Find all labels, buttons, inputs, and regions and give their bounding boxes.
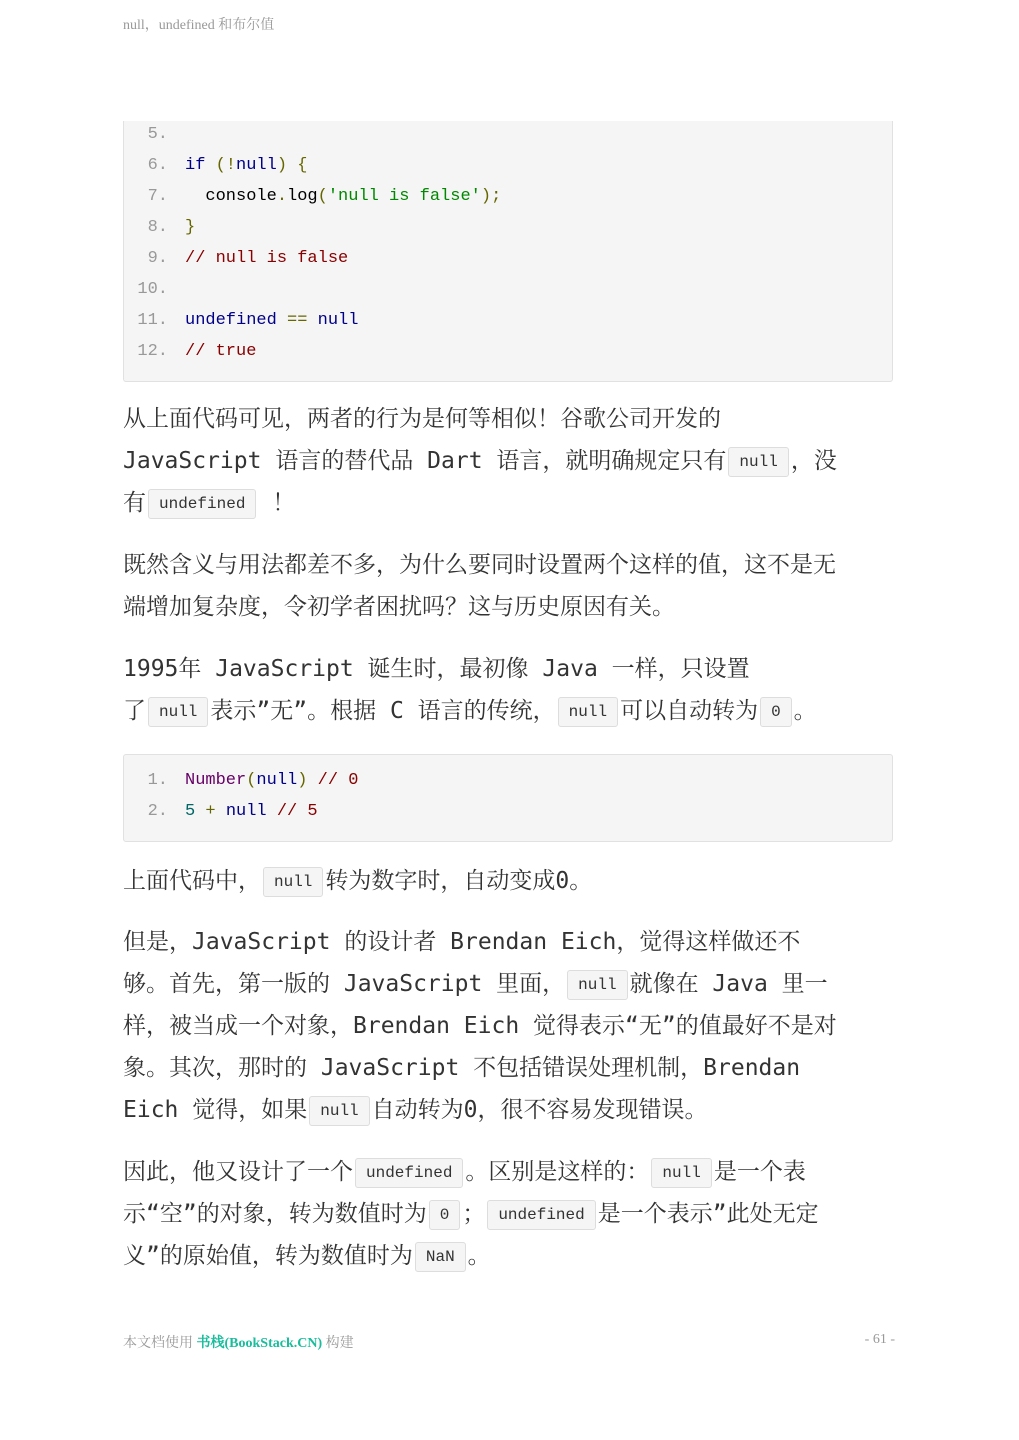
text-span: 转为数字时，自动变成0。 — [325, 868, 593, 894]
paragraph-history-question — [123, 544, 898, 628]
text-span: ； — [462, 1201, 486, 1227]
line-number: 12. — [137, 342, 168, 361]
inline-code: undefined — [487, 1200, 595, 1230]
code-token: // 0 — [317, 771, 359, 790]
code-line — [124, 340, 256, 364]
code-token: // null is false — [185, 249, 349, 268]
code-token: 'null is false' — [327, 187, 481, 206]
text-span: 上面代码中， — [123, 868, 261, 894]
page-footer — [123, 1332, 895, 1352]
line-number: 7. — [147, 187, 168, 206]
inline-code: NaN — [415, 1242, 466, 1272]
code-token: } — [185, 218, 196, 237]
code-line — [124, 247, 348, 271]
code-token — [287, 156, 297, 175]
paragraph-1995-origin — [123, 648, 898, 732]
code-token: Number — [185, 771, 247, 790]
line-number: 1. — [147, 771, 168, 790]
text-line — [123, 860, 898, 902]
code-token: null — [236, 156, 277, 175]
text-line — [123, 1193, 898, 1235]
line-number: 6. — [147, 156, 168, 175]
inline-code: null — [651, 1158, 711, 1188]
text-line: 样，被当成一个对象，Brendan Eich 觉得表示“无”的值最好不是对 — [123, 1013, 837, 1039]
code-token: 5 — [185, 802, 196, 821]
line-number: 9. — [147, 249, 168, 268]
code-line — [124, 154, 307, 178]
text-span: 够。首先，第一版的 JavaScript 里面， — [123, 971, 566, 997]
code-token: undefined — [185, 311, 277, 330]
code-token: if — [185, 156, 206, 175]
paragraph-brendan-eich — [123, 921, 898, 1131]
footer-suffix: 构建 — [322, 1336, 354, 1351]
code-line — [124, 278, 185, 302]
inline-code: null — [309, 1096, 369, 1126]
text-line: 1995年 JavaScript 诞生时，最初像 Java 一样，只设置 — [123, 656, 750, 682]
paragraph-null-to-number — [123, 860, 898, 902]
code-token — [307, 311, 317, 330]
code-token: + — [205, 802, 216, 821]
code-block-null-boolean — [123, 121, 893, 382]
inline-code: null — [148, 697, 208, 727]
text-span: 是一个表 — [713, 1159, 806, 1185]
inline-code: undefined — [148, 489, 256, 519]
code-token — [267, 802, 277, 821]
text-span: ！ — [258, 490, 296, 516]
code-token: ) — [276, 156, 288, 175]
code-token: (! — [215, 156, 237, 175]
code-token: ); — [480, 187, 502, 206]
text-line — [123, 1235, 898, 1277]
text-line: 既然含义与用法都差不多，为什么要同时设置两个这样的值，这不是无 — [123, 552, 836, 578]
code-line — [124, 185, 501, 209]
code-token — [195, 802, 205, 821]
text-span: 有 — [123, 490, 146, 516]
code-token: // 5 — [276, 802, 318, 821]
inline-code: null — [263, 867, 323, 897]
code-token — [216, 802, 226, 821]
code-token — [277, 311, 287, 330]
text-line: 象。其次，那时的 JavaScript 不包括错误处理机制，Brendan — [123, 1055, 801, 1081]
code-line — [124, 769, 358, 793]
text-span: 表示”无”。根据 C 语言的传统， — [210, 698, 556, 724]
text-span: Eich 觉得，如果 — [123, 1097, 308, 1123]
text-line: 从上面代码可见，两者的行为是何等相似！谷歌公司开发的 — [123, 406, 721, 432]
page-number: - 61 - — [864, 1332, 895, 1347]
bookstack-link[interactable]: 书栈(BookStack.CN) — [196, 1336, 323, 1351]
inline-code: 0 — [429, 1200, 461, 1230]
line-number: 8. — [147, 218, 168, 237]
text-span: 义”的原始值，转为数值时为 — [123, 1243, 413, 1269]
text-line — [123, 963, 898, 1005]
code-token: { — [297, 156, 308, 175]
text-span: 就像在 Java 里一 — [629, 971, 828, 997]
text-span: 可以自动转为 — [620, 698, 759, 724]
code-line — [124, 309, 358, 333]
inline-code: null — [728, 447, 788, 477]
code-token: // true — [185, 342, 257, 361]
inline-code: null — [558, 697, 618, 727]
text-line — [123, 482, 898, 524]
text-line: 端增加复杂度，令初学者困扰吗？这与历史原因有关。 — [123, 594, 675, 620]
code-token — [307, 771, 317, 790]
inline-code: null — [567, 970, 627, 1000]
page-header-title: null，undefined 和布尔值 — [123, 18, 275, 33]
text-line — [123, 1089, 898, 1131]
text-line — [123, 1151, 898, 1193]
code-block-number-null — [123, 754, 893, 842]
code-token: ( — [317, 187, 328, 206]
code-token: null — [317, 311, 359, 330]
paragraph-undefined-difference — [123, 1151, 898, 1277]
code-line — [124, 123, 185, 147]
code-token — [205, 156, 215, 175]
code-token: ) — [297, 771, 308, 790]
text-span: 示“空”的对象，转为数值时为 — [123, 1201, 427, 1227]
text-line — [123, 440, 898, 482]
code-line — [124, 800, 318, 824]
text-span: ，没 — [790, 448, 837, 474]
inline-code: 0 — [760, 697, 792, 727]
code-token: null — [256, 771, 298, 790]
text-line — [123, 690, 898, 732]
code-token: log — [287, 187, 318, 206]
text-span: 。 — [467, 1243, 491, 1269]
code-line — [124, 216, 195, 240]
line-number: 2. — [147, 802, 168, 821]
text-span: 因此，他又设计了一个 — [123, 1159, 353, 1185]
paragraph-dart-comparison — [123, 398, 898, 524]
text-span: 。 — [793, 698, 817, 724]
line-number: 5. — [147, 125, 168, 144]
footer-prefix: 本文档使用 — [123, 1336, 197, 1351]
code-token: . — [276, 187, 288, 206]
text-span: 是一个表示”此处无定 — [597, 1201, 819, 1227]
text-span: 。区别是这样的： — [465, 1159, 650, 1185]
code-token: console — [185, 187, 277, 206]
text-line: 但是，JavaScript 的设计者 Brendan Eich，觉得这样做还不 — [123, 929, 801, 955]
text-span: 自动转为0，很不容易发现错误。 — [371, 1097, 708, 1123]
code-token: ( — [246, 771, 257, 790]
inline-code: undefined — [355, 1158, 463, 1188]
code-token: null — [225, 802, 267, 821]
line-number: 11. — [137, 311, 168, 330]
text-span: 了 — [123, 698, 146, 724]
text-span: JavaScript 语言的替代品 Dart 语言，就明确规定只有 — [123, 448, 727, 474]
line-number: 10. — [137, 280, 168, 299]
code-token: == — [287, 311, 308, 330]
